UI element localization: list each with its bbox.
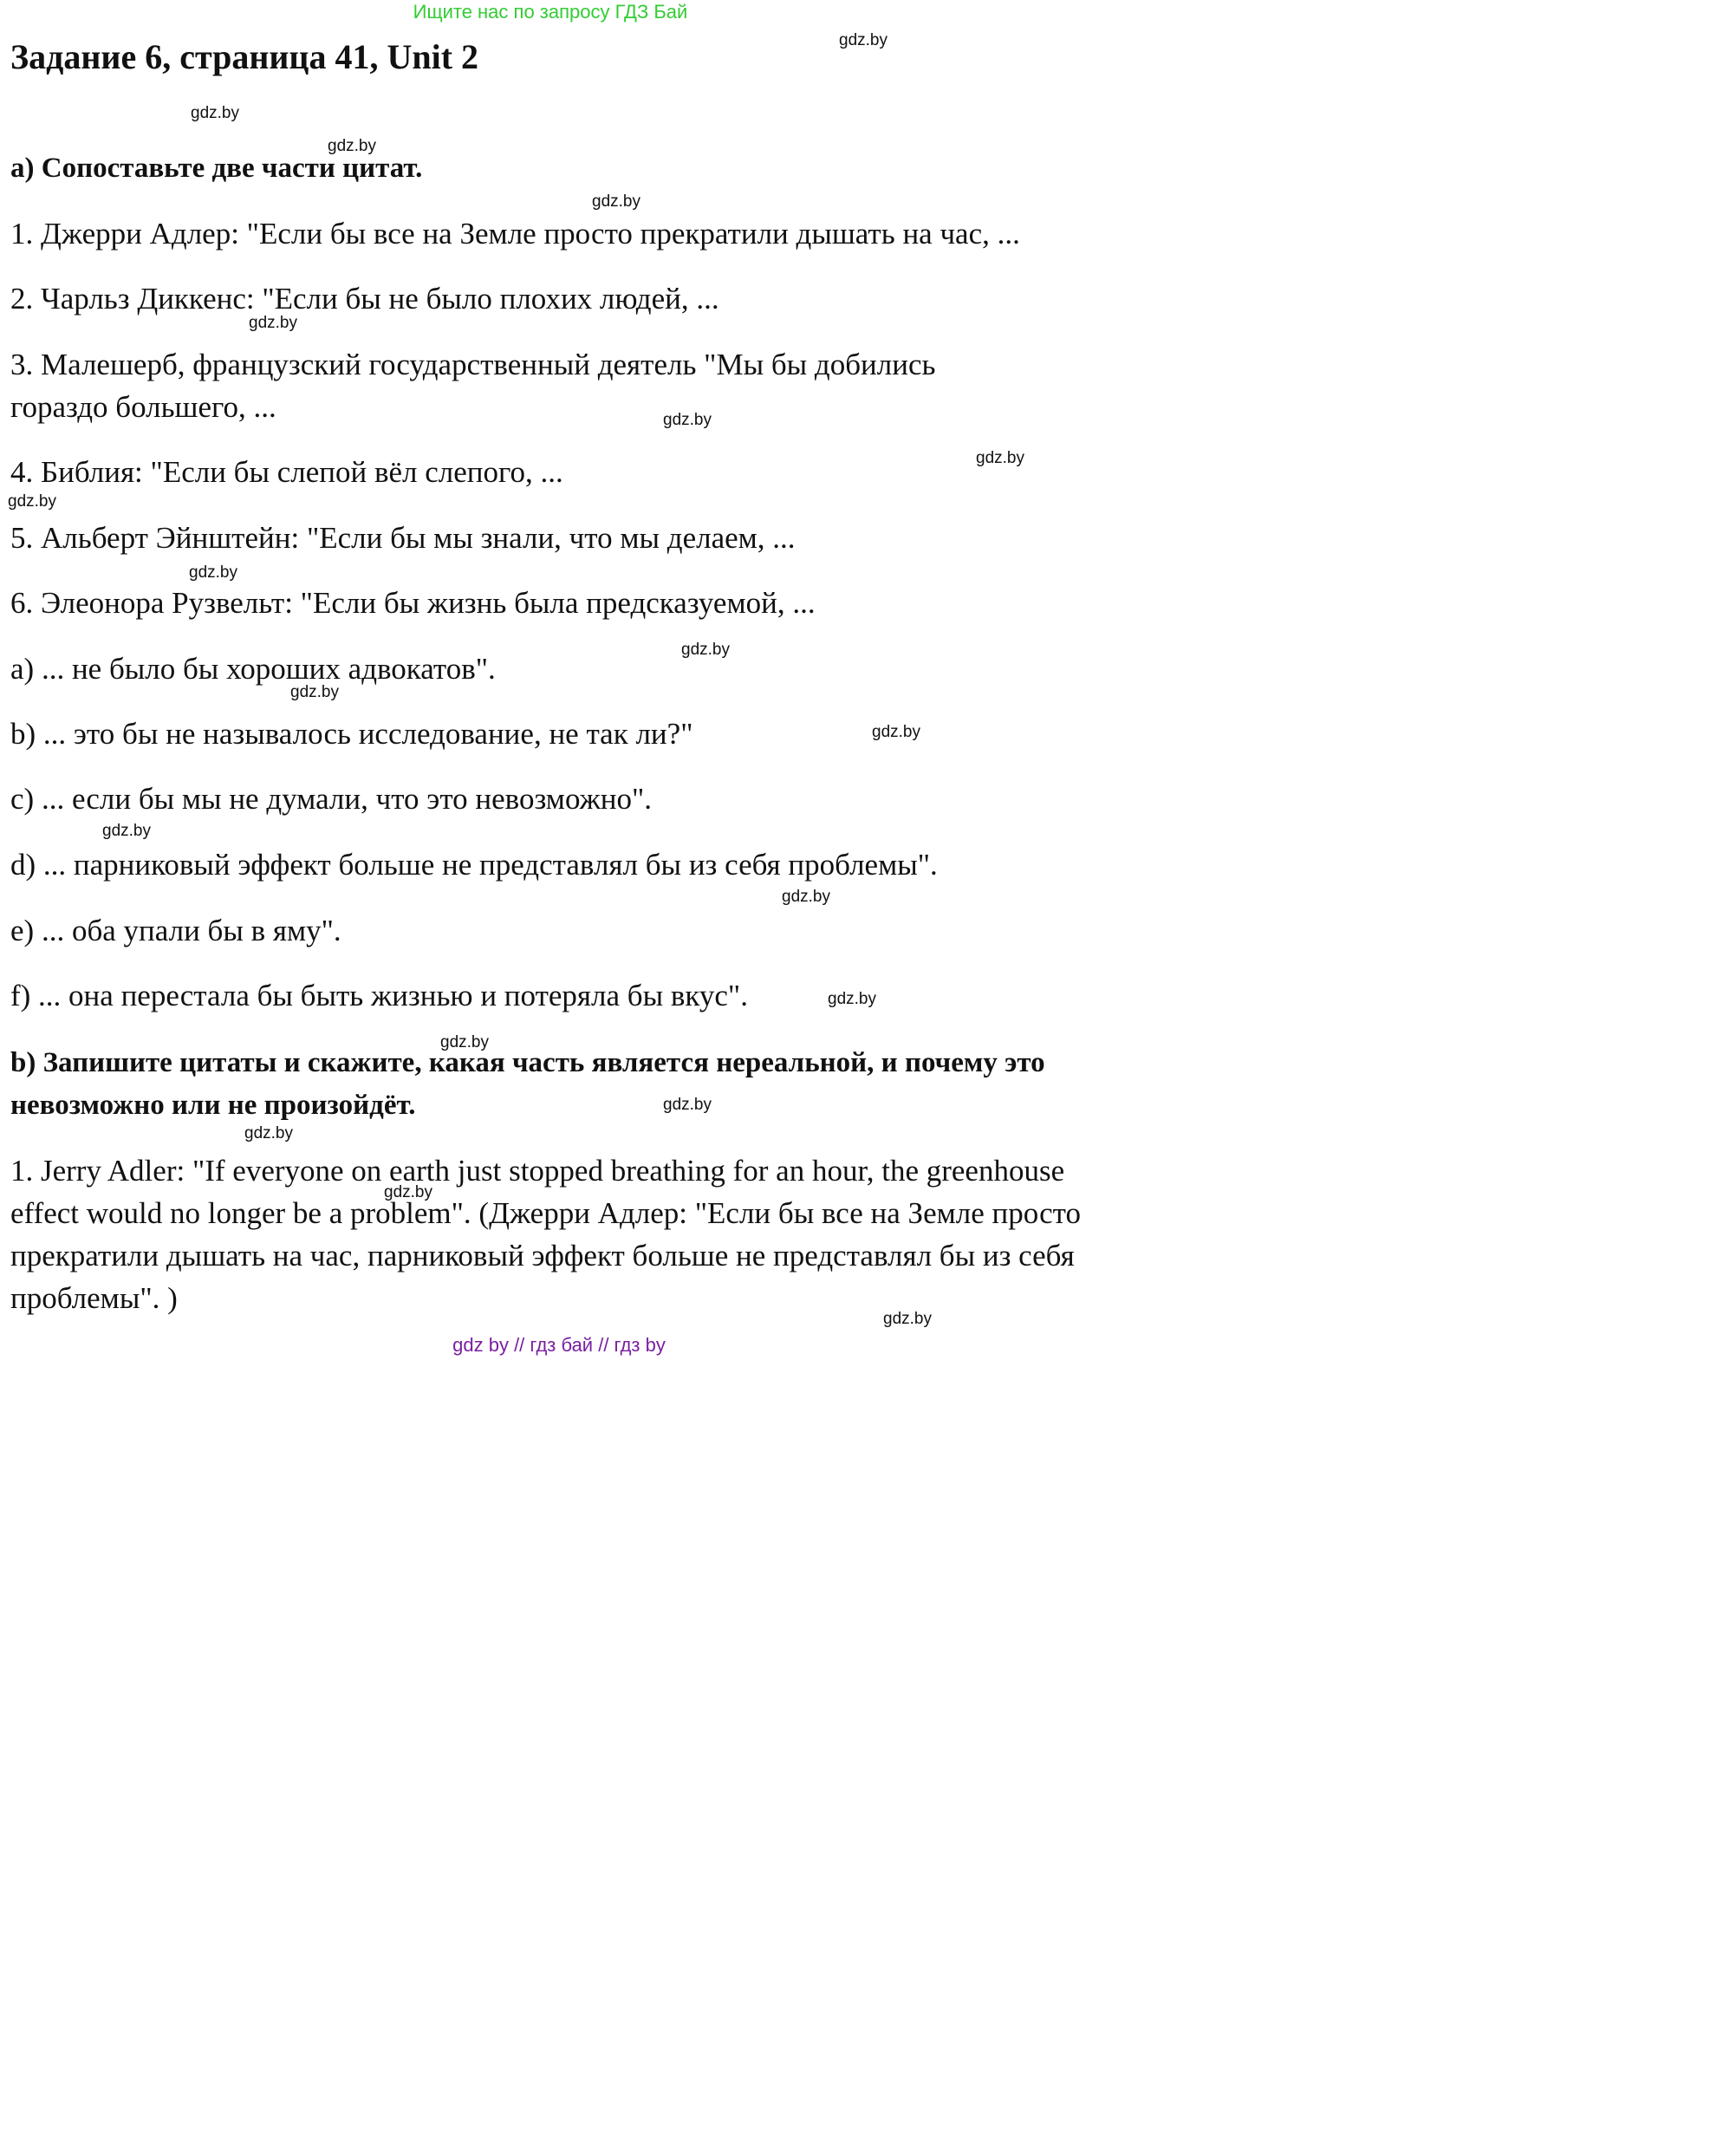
- watermark: gdz.by: [883, 1310, 932, 1328]
- quote-item: 2. Чарльз Диккенс: "Если бы не было плохих людей, ...: [10, 282, 719, 316]
- quote-item: 5. Альберт Эйнштейн: "Если бы мы знали, что мы делаем, ...: [10, 521, 796, 555]
- ending-item: d) ... парниковый эффект больше не представлял бы из себя проблемы".: [10, 848, 938, 882]
- ending-item: f) ... она перестала бы быть жизнью и потеряла бы вкус".: [10, 979, 748, 1012]
- quote-item: 3. Малешерб, французский государственный деятель "Мы бы добились гораздо большего, ...: [10, 348, 936, 424]
- watermark: gdz.by: [244, 1124, 293, 1142]
- section-a-heading: a) Сопоставьте две части цитат.: [10, 153, 423, 184]
- watermark: gdz.by: [681, 641, 730, 659]
- ending-item: e) ... оба упали бы в яму".: [10, 914, 341, 947]
- watermark: gdz.by: [384, 1183, 432, 1201]
- page-title: Задание 6, страница 41, Unit 2: [10, 37, 479, 76]
- quote-item: 4. Библия: "Если бы слепой вёл слепого, ...: [10, 455, 563, 489]
- top-banner: Ищите нас по запросу ГДЗ Бай: [413, 1, 688, 23]
- watermark: gdz.by: [8, 492, 56, 511]
- watermark: gdz.by: [191, 104, 239, 122]
- quote-item: 1. Джерри Адлер: "Если бы все на Земле просто прекратили дышать на час, ...: [10, 217, 1020, 251]
- watermark: gdz.by: [839, 31, 888, 49]
- quote-item: 6. Элеонора Рузвельт: "Если бы жизнь была предсказуемой, ...: [10, 586, 816, 620]
- ending-item: c) ... если бы мы не думали, что это невозможно".: [10, 782, 653, 816]
- watermark: gdz.by: [189, 563, 237, 582]
- watermark: gdz.by: [328, 137, 376, 155]
- watermark: gdz.by: [440, 1033, 489, 1051]
- watermark: gdz.by: [290, 683, 339, 701]
- answer-paragraph: 1. Jerry Adler: "If everyone on earth just stopped breathing for an hour, the greenhouse effect would no longer be a problem". (Джерри Адлер: "Если бы все на Земле просто прекратили дышать на час, парниковый эффект больше не представлял бы из себя проблемы". ): [10, 1154, 1081, 1315]
- footer-links: gdz by // гдз бай // гдз by: [452, 1334, 666, 1356]
- watermark: gdz.by: [249, 314, 297, 332]
- ending-item: a) ... не было бы хороших адвокатов".: [10, 652, 496, 686]
- watermark: gdz.by: [976, 449, 1024, 467]
- watermark: gdz.by: [872, 723, 920, 741]
- watermark: gdz.by: [663, 1096, 712, 1114]
- watermark: gdz.by: [782, 888, 830, 906]
- ending-item: b) ... это бы не называлось исследование, не так ли?": [10, 717, 693, 751]
- watermark: gdz.by: [102, 822, 151, 840]
- watermark: gdz.by: [592, 192, 640, 211]
- section-b-heading: b) Запишите цитаты и скажите, какая часть является нереальной, и почему это невозможно или не произойдёт.: [10, 1047, 1045, 1121]
- watermark: gdz.by: [828, 990, 876, 1008]
- watermark: gdz.by: [663, 411, 712, 429]
